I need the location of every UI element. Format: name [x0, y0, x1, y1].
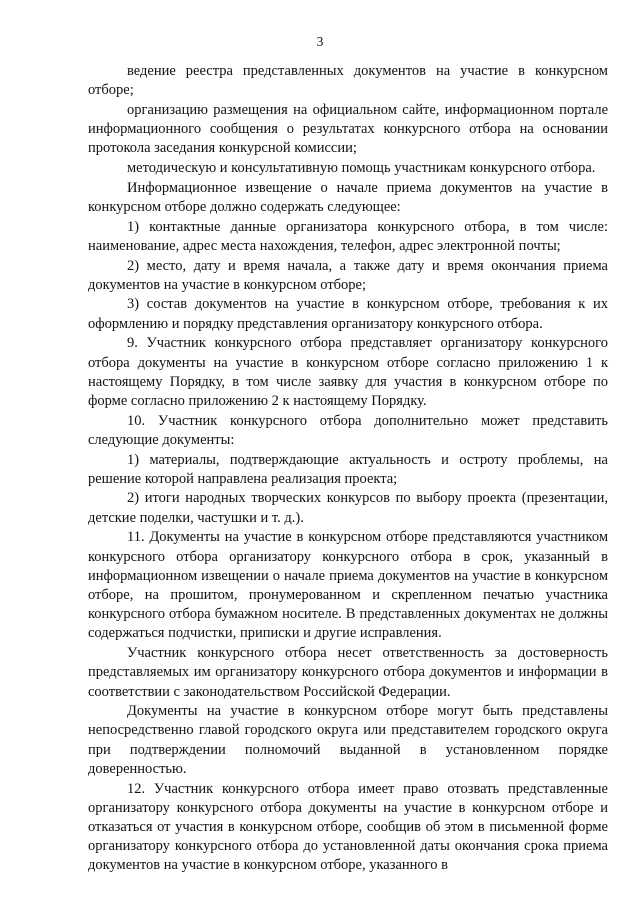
list-item: 1) контактные данные организатора конкурсного отбора, в том числе: наименование, адрес места нахождения, телефон, адрес электронной почты; [88, 218, 608, 254]
paragraph-item-12: 12. Участник конкурсного отбора имеет право отозвать представленные организатору конкурсного отбора документы на участие в конкурсном отборе и отказаться от участия в конкурсном отборе, сообщив об этом в письменной форме организатору конкурсного отбора до установленной даты окончания срока приема документов на участие в конкурсном отборе, указанного в [88, 780, 608, 874]
paragraph: методическую и консультативную помощь участникам конкурсного отбора. [127, 160, 596, 177]
paragraph: Участник конкурсного отбора несет ответственность за достоверность представляемых им организатору конкурсного отбора документов и информации в соответствии с законодательством Российской Федерации. [88, 645, 608, 700]
paragraph-item-11: 11. Документы на участие в конкурсном отборе представляются участником конкурсного отбора организатору конкурсного отбора в срок, указанный в информационном извещении о начале приема документов на участие в конкурсном отборе, на прошитом, пронумерованном и скрепленном печатью участника конкурсного отбора бумажном носителе. В представленных документах не должны содержаться подчистки, приписки и другие исправления. [88, 529, 608, 642]
paragraph-item-10: 10. Участник конкурсного отбора дополнительно может представить следующие документы: [88, 412, 608, 448]
list-item: 1) материалы, подтверждающие актуальность и остроту проблемы, на решение которой направлена реализация проекта; [88, 451, 608, 487]
page-number: 3 [316, 34, 324, 49]
paragraph-item-9: 9. Участник конкурсного отбора представляет организатору конкурсного отбора документы на участие в конкурсном отборе согласно приложению 1 к настоящему Порядку, в том числе заявку для участия в конкурсном отборе по форме согласно приложению 2 к настоящему Порядку. [88, 335, 608, 409]
paragraph: Информационное извещение о начале приема документов на участие в конкурсном отборе должно содержать следующее: [88, 179, 608, 215]
list-item: 3) состав документов на участие в конкурсном отборе, требования к их оформлению и порядку представления организатору конкурсного отбора. [88, 296, 608, 332]
paragraph: ведение реестра представленных документов на участие в конкурсном отборе; [88, 63, 608, 99]
list-item: 2) итоги народных творческих конкурсов по выбору проекта (презентации, детские поделки, частушки и т. д.). [88, 490, 608, 526]
list-item: 2) место, дату и время начала, а также дату и время окончания приема документов на участие в конкурсном отборе; [88, 257, 608, 293]
paragraph: Документы на участие в конкурсном отборе могут быть представлены непосредственно главой городского округа или представителем городского округа при подтверждении полномочий выданной в установленном порядке доверенностью. [88, 703, 608, 777]
document-body [88, 62, 608, 876]
paragraph: организацию размещения на официальном сайте, информационном портале информационного сообщения о результатах конкурсного отбора на основании протокола заседания конкурсной комиссии; [88, 101, 608, 157]
